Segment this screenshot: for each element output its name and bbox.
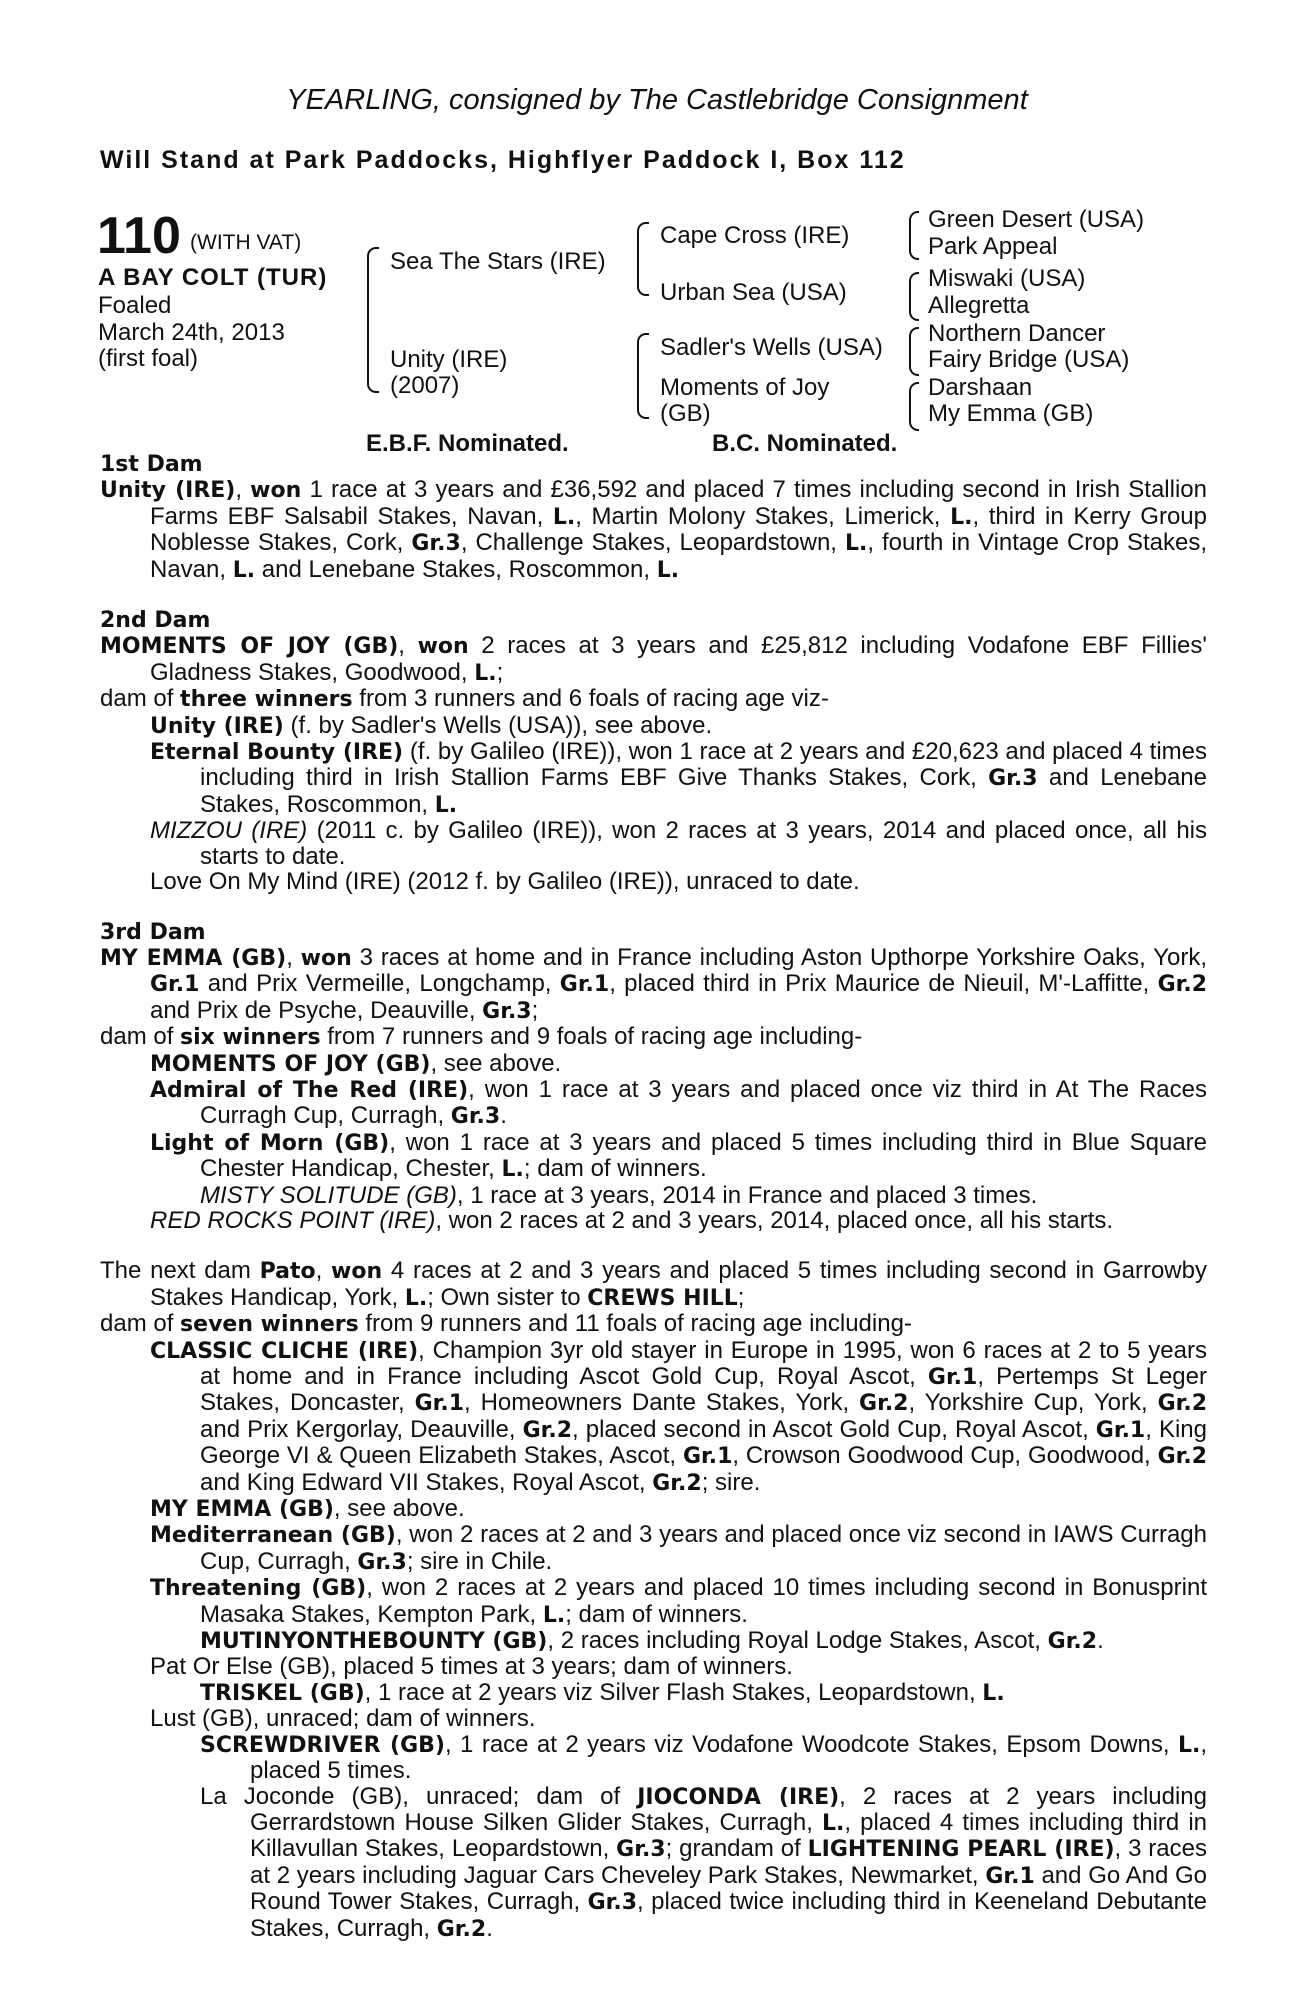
first-dam-entry: Unity (IRE), won 1 race at 3 years and £36,592 and placed 7 times including second in Irish Stallion Farms EBF Salsabil Stakes, Navan, L., Martin Molony Stakes, Limerick, L., third in Kerry Group Noblesse Stakes, Cork, Gr.3, Challenge Stakes, Leopardstown, L., fourth in Vintage Crop Stakes, Navan, L. and Lenebane Stakes, Roscommon, L.: [100, 476, 1207, 583]
stand-location: Will Stand at Park Paddocks, Highflyer Paddock I, Box 112: [100, 146, 906, 174]
ggp-my-emma: My Emma (GB): [928, 400, 1094, 427]
progeny-entry: MIZZOU (IRE) (2011 c. by Galileo (IRE)), won 2 races at 3 years, 2014 and placed once, all his starts to date.: [150, 817, 1208, 870]
urban-sea-brace: [909, 272, 919, 321]
dam-name: Unity (IRE): [390, 346, 508, 373]
progeny-entry: Threatening (GB), won 2 races at 2 years and placed 10 times including second in Bonusprint Masaka Stakes, Kempton Park, L.; dam of winners.: [150, 1574, 1207, 1628]
second-dam-produce-summary: dam of three winners from 3 runners and 6 foals of racing age viz-: [100, 685, 829, 713]
progeny-entry: MY EMMA (GB), see above.: [150, 1495, 465, 1523]
grandprogeny-entry: MISTY SOLITUDE (GB), 1 race at 3 years, 2014 in France and placed 3 times.: [200, 1181, 1038, 1209]
grandprogeny-entry: TRISKEL (GB), 1 race at 2 years viz Silver Flash Stakes, Leopardstown, L.: [200, 1678, 1005, 1706]
progeny-entry: MOMENTS OF JOY (GB), see above.: [150, 1049, 562, 1077]
progeny-entry: CLASSIC CLICHE (IRE), Champion 3yr old stayer in Europe in 1995, won 6 races at 2 to 5 years at home and in France including Ascot Gold Cup, Royal Ascot, Gr.1, Pertemps St Leger Stakes, Doncaster, Gr.1, Homeowners Dante Stakes, York, Gr.2, Yorkshire Cup, York, Gr.2 and Prix Kergorlay, Deauville, Gr.2, placed second in Ascot Gold Cup, Royal Ascot, Gr.1, King George VI & Queen Elizabeth Stakes, Ascot, Gr.1, Crowson Goodwood Cup, Goodwood, Gr.2 and King Edward VII Stakes, Royal Ascot, Gr.2; sire.: [150, 1336, 1207, 1496]
dam-brace: [637, 333, 649, 419]
progeny-entry: Lust (GB), unraced; dam of winners.: [150, 1705, 536, 1733]
fourth-dam-produce-summary: dam of seven winners from 9 runners and 11 foals of racing age including-: [100, 1310, 912, 1338]
sire-brace: [637, 222, 649, 296]
third-dam-entry: MY EMMA (GB), won 3 races at home and in France including Aston Upthorpe Yorkshire Oaks, York, Gr.1 and Prix Vermeille, Longchamp, Gr.1, placed third in Prix Maurice de Nieuil, M'-Laffitte, Gr.2 and Prix de Psyche, Deauville, Gr.3;: [100, 943, 1207, 1024]
progeny-entry: Pat Or Else (GB), placed 5 times at 3 years; dam of winners.: [150, 1653, 793, 1681]
ggp-northern-dancer: Northern Dancer: [928, 320, 1106, 347]
cape-cross-brace: [909, 211, 919, 260]
grandprogeny-entry: MUTINYONTHEBOUNTY (GB), 2 races including Royal Lodge Stakes, Ascot, Gr.2.: [200, 1627, 1104, 1655]
sale-subtitle: YEARLING, consigned by The Castlebridge Consignment: [286, 84, 1028, 116]
ebf-nominated: E.B.F. Nominated.: [366, 430, 569, 457]
sire-dam-brace: [367, 247, 379, 393]
foaled-date: March 24th, 2013: [98, 319, 285, 346]
fourth-dam-entry: The next dam Pato, won 4 races at 2 and 3 years and placed 5 times including second in Garrowby Stakes Handicap, York, L.; Own sister to CREWS HILL;: [100, 1257, 1207, 1311]
granddam-moments-of-joy: Moments of Joy: [660, 374, 830, 401]
second-dam-heading: 2nd Dam: [100, 608, 211, 634]
grandsire-cape-cross: Cape Cross (IRE): [660, 222, 850, 249]
grandprogeny-entry: SCREWDRIVER (GB), 1 race at 2 years viz Vodafone Woodcote Stakes, Epsom Downs, L., placed 5 times.: [200, 1730, 1208, 1785]
third-dam-heading: 3rd Dam: [100, 919, 206, 945]
catalogue-body: [100, 452, 1207, 1942]
grandsire-sadlers-wells: Sadler's Wells (USA): [660, 334, 883, 361]
moments-of-joy-brace: [909, 382, 919, 431]
progeny-entry: Admiral of The Red (IRE), won 1 race at 3 years and placed once viz third in At The Races Curragh Cup, Curragh, Gr.3.: [150, 1075, 1208, 1130]
foaled-label: Foaled: [98, 292, 172, 319]
sadlers-wells-brace: [909, 327, 919, 376]
ggp-park-appeal: Park Appeal: [928, 233, 1058, 260]
ggp-fairy-bridge: Fairy Bridge (USA): [928, 346, 1130, 373]
progeny-entry: Unity (IRE) (f. by Sadler's Wells (USA)), see above.: [150, 711, 713, 739]
ggp-green-desert: Green Desert (USA): [928, 206, 1145, 233]
ggp-darshaan: Darshaan: [928, 374, 1033, 401]
progeny-entry: Mediterranean (GB), won 2 races at 2 and 3 years and placed once viz second in IAWS Curragh Cup, Curragh, Gr.3; sire in Chile.: [150, 1521, 1207, 1575]
ggp-miswaki: Miswaki (USA): [928, 265, 1086, 292]
dam-year: (2007): [390, 372, 460, 399]
first-foal-note: (first foal): [98, 345, 199, 372]
bc-nominated: B.C. Nominated.: [712, 430, 898, 457]
progeny-entry: Love On My Mind (IRE) (2012 f. by Galileo (IRE)), unraced to date.: [150, 868, 860, 896]
progeny-entry: RED ROCKS POINT (IRE), won 2 races at 2 and 3 years, 2014, placed once, all his starts.: [150, 1206, 1114, 1234]
granddam-moments-of-joy-suffix: (GB): [660, 400, 711, 427]
second-dam-entry: MOMENTS OF JOY (GB), won 2 races at 3 years and £25,812 including Vodafone EBF Fillies' Gladness Stakes, Goodwood, L.;: [100, 632, 1207, 686]
lot-title: A BAY COLT (TUR): [98, 264, 328, 291]
first-dam-heading: 1st Dam: [100, 452, 203, 477]
progeny-entry: Light of Morn (GB), won 1 race at 3 years and placed 5 times including third in Blue Square Chester Handicap, Chester, L.; dam of winners.: [150, 1128, 1208, 1183]
grandprogeny-entry: La Joconde (GB), unraced; dam of JIOCONDA (IRE), 2 races at 2 years including Gerrardstown House Silken Glider Stakes, Curragh, L., placed 4 times including third in Killavullan Stakes, Leopardstown, Gr.3; grandam of LIGHTENING PEARL (IRE), 3 races at 2 years including Jaguar Cars Cheveley Park Stakes, Newmarket, Gr.1 and Go And Go Round Tower Stakes, Curragh, Gr.3, placed twice including third in Keeneland Debutante Stakes, Curragh, Gr.2.: [200, 1782, 1208, 1942]
progeny-entry: Eternal Bounty (IRE) (f. by Galileo (IRE)), won 1 race at 2 years and £20,623 and placed 4 times including third in Irish Stallion Farms EBF Give Thanks Stakes, Cork, Gr.3 and Lenebane Stakes, Roscommon, L.: [150, 738, 1208, 818]
sire-name: Sea The Stars (IRE): [390, 248, 606, 275]
third-dam-produce-summary: dam of six winners from 7 runners and 9 foals of racing age including-: [100, 1023, 863, 1051]
lot-number: 110: [97, 207, 181, 265]
ggp-allegretta: Allegretta: [928, 292, 1030, 319]
vat-note: (WITH VAT): [190, 231, 302, 254]
granddam-urban-sea: Urban Sea (USA): [660, 279, 847, 306]
